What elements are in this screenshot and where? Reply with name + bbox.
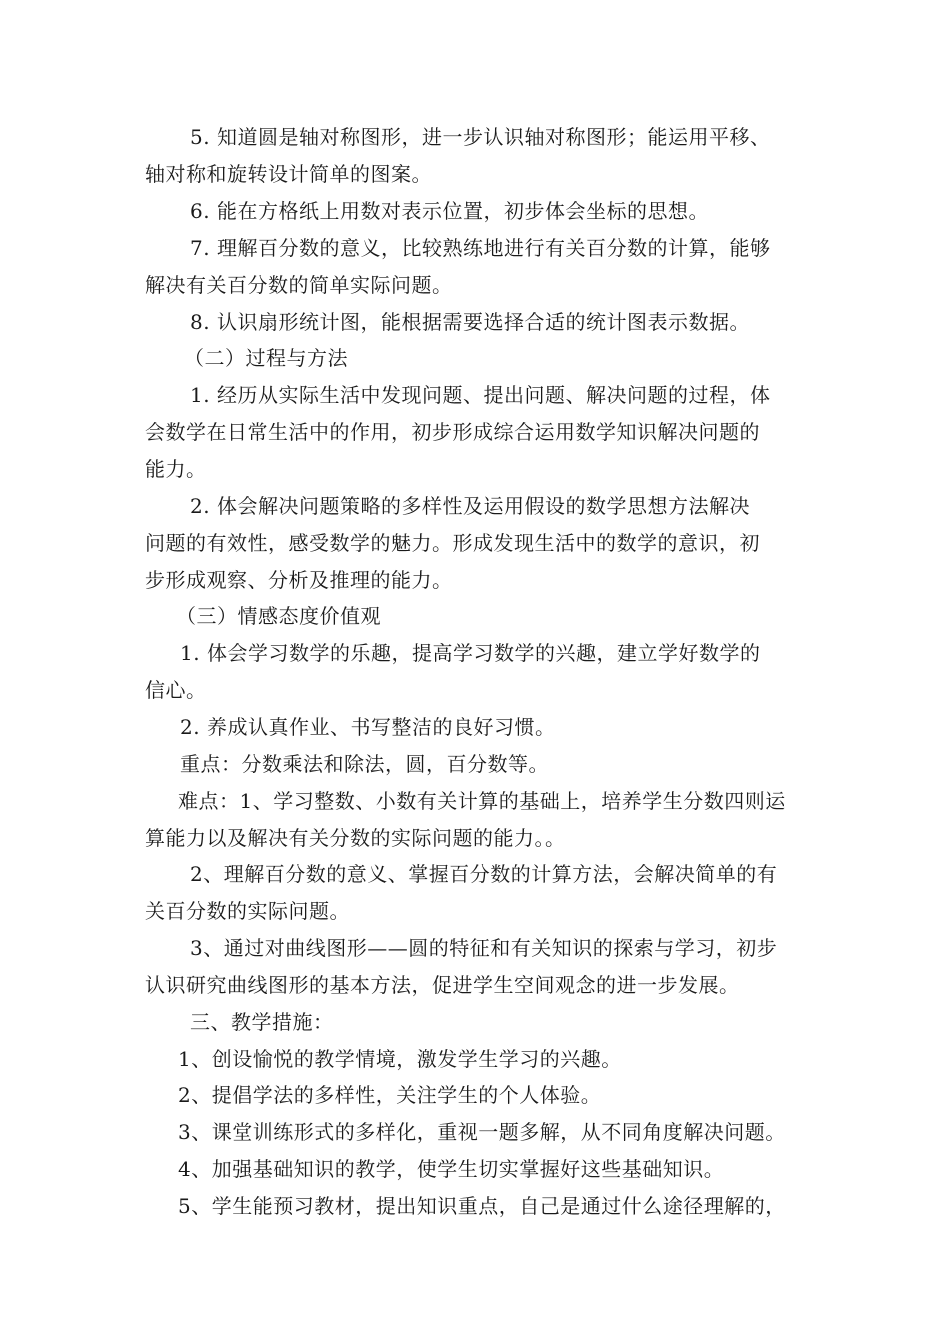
section-heading: （二）过程与方法 [184, 346, 348, 370]
text-line: 认识研究曲线图形的基本方法，促进学生空间观念的进一步发展。 [145, 973, 740, 997]
list-item: 4、加强基础知识的教学，使学生切实掌握好这些基础知识。 [178, 1157, 725, 1181]
text-line: 问题的有效性，感受数学的魅力。形成发现生活中的数学的意识，初 [145, 531, 760, 555]
text-line: 会数学在日常生活中的作用，初步形成综合运用数学知识解决问题的 [145, 420, 760, 444]
list-item: 1、创设愉悦的教学情境，激发学生学习的兴趣。 [178, 1047, 622, 1071]
list-item: 5、学生能预习教材，提出知识重点，自己是通过什么途径理解的， [178, 1194, 786, 1218]
list-item: 2、提倡学法的多样性，关注学生的个人体验。 [178, 1083, 602, 1107]
text-line: 能力。 [145, 457, 207, 481]
text-line: 轴对称和旋转设计简单的图案。 [145, 162, 432, 186]
text-line: 1. 经历从实际生活中发现问题、提出问题、解决问题的过程，体 [190, 383, 771, 407]
section-heading: 三、教学措施： [190, 1010, 334, 1034]
section-heading: （三）情感态度价值观 [176, 604, 381, 628]
text-line: 解决有关百分数的简单实际问题。 [145, 273, 453, 297]
difficulties-line: 难点：1、学习整数、小数有关计算的基础上，培养学生分数四则运 [178, 789, 786, 813]
text-line: 2. 体会解决问题策略的多样性及运用假设的数学思想方法解决 [190, 494, 750, 518]
text-line: 2、理解百分数的意义、掌握百分数的计算方法，会解决简单的有 [190, 862, 778, 886]
text-line: 1. 体会学习数学的乐趣，提高学习数学的兴趣，建立学好数学的 [180, 641, 761, 665]
text-line: 7. 理解百分数的意义，比较熟练地进行有关百分数的计算，能够 [190, 236, 771, 260]
text-line: 8. 认识扇形统计图，能根据需要选择合适的统计图表示数据。 [190, 310, 750, 334]
text-line: 信心。 [145, 678, 207, 702]
text-line: 2. 养成认真作业、书写整洁的良好习惯。 [180, 715, 556, 739]
text-line: 6. 能在方格纸上用数对表示位置，初步体会坐标的思想。 [190, 199, 709, 223]
list-item: 3、课堂训练形式的多样化，重视一题多解，从不同角度解决问题。 [178, 1120, 786, 1144]
text-line: 3、通过对曲线图形——圆的特征和有关知识的探索与学习，初步 [190, 936, 778, 960]
text-line: 算能力以及解决有关分数的实际问题的能力。。 [145, 826, 566, 850]
text-line: 5. 知道圆是轴对称图形，进一步认识轴对称图形；能运用平移、 [190, 125, 771, 149]
key-points-line: 重点：分数乘法和除法，圆，百分数等。 [180, 752, 549, 776]
text-line: 步形成观察、分析及推理的能力。 [145, 568, 453, 592]
text-line: 关百分数的实际问题。 [145, 899, 350, 923]
